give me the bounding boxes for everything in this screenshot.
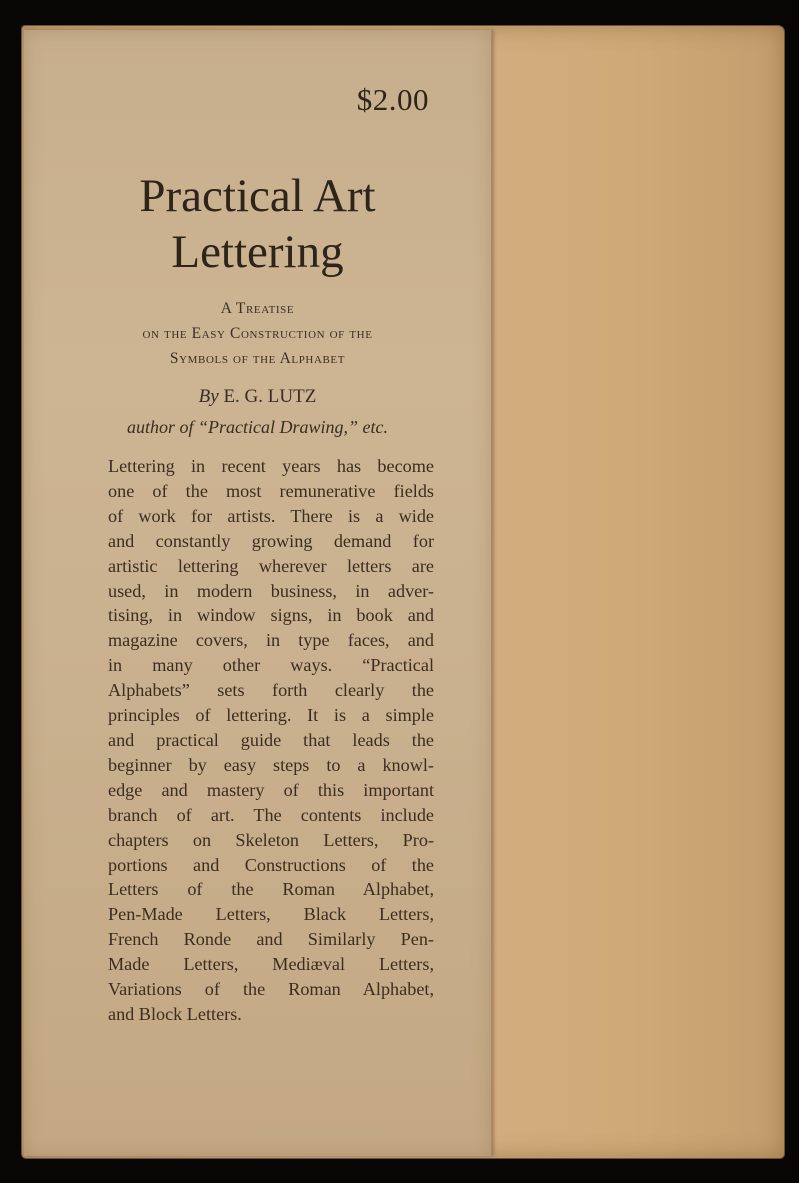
description-line: branch of art. The contents include bbox=[108, 804, 434, 825]
description-line: beginner by easy steps to a knowl- bbox=[108, 754, 434, 775]
subtitle-line-1: A Treatise bbox=[220, 300, 295, 317]
description-line: and practical guide that leads the bbox=[108, 729, 434, 750]
subtitle-line-2: on the Easy Construction of the bbox=[142, 325, 373, 342]
subtitle-line-3: Symbols of the Alphabet bbox=[169, 350, 346, 367]
description-line: of work for artists. There is a wide bbox=[108, 505, 434, 526]
byline bbox=[24, 384, 491, 410]
author-note: author of “Practical Drawing,” etc. bbox=[127, 417, 388, 437]
description-line: portions and Constructions of the bbox=[108, 854, 434, 875]
description-line: magazine covers, in type faces, and bbox=[108, 630, 434, 651]
author-name: E. G. LUTZ bbox=[223, 386, 317, 407]
description-line: French Ronde and Similarly Pen- bbox=[108, 929, 434, 950]
byline-by: By bbox=[198, 386, 219, 407]
dust-jacket-flap bbox=[24, 30, 492, 1156]
description-line: artistic lettering wherever letters are bbox=[108, 555, 434, 576]
description-line: Alphabets” sets forth clearly the bbox=[108, 680, 434, 701]
description-line: Made Letters, Mediæval Letters, bbox=[108, 954, 434, 975]
description-line: Variations of the Roman Alphabet, bbox=[108, 979, 434, 1000]
description-line: in many other ways. “Practical bbox=[108, 655, 434, 676]
description-line: used, in modern business, in adver- bbox=[108, 580, 434, 601]
description-line: and Block Letters. bbox=[108, 1003, 242, 1024]
description-line: chapters on Skeleton Letters, Pro- bbox=[108, 829, 434, 850]
book-description bbox=[108, 454, 434, 1027]
description-line: Pen-Made Letters, Black Letters, bbox=[108, 904, 434, 925]
book-title-line-2: Lettering bbox=[171, 226, 344, 278]
description-line: principles of lettering. It is a simple bbox=[108, 705, 434, 726]
book-title bbox=[24, 168, 491, 280]
description-line: Lettering in recent years has become bbox=[108, 456, 434, 476]
description-line: and constantly growing demand for bbox=[108, 530, 434, 551]
book-title-line-1: Practical Art bbox=[139, 170, 376, 222]
description-line: one of the most remunerative fields bbox=[108, 480, 434, 501]
description-line: tising, in window signs, in book and bbox=[108, 605, 434, 626]
description-line: Letters of the Roman Alphabet, bbox=[108, 879, 434, 900]
description-line: edge and mastery of this important bbox=[108, 779, 434, 800]
price-label: $2.00 bbox=[356, 82, 429, 117]
book-subtitle bbox=[24, 296, 491, 371]
